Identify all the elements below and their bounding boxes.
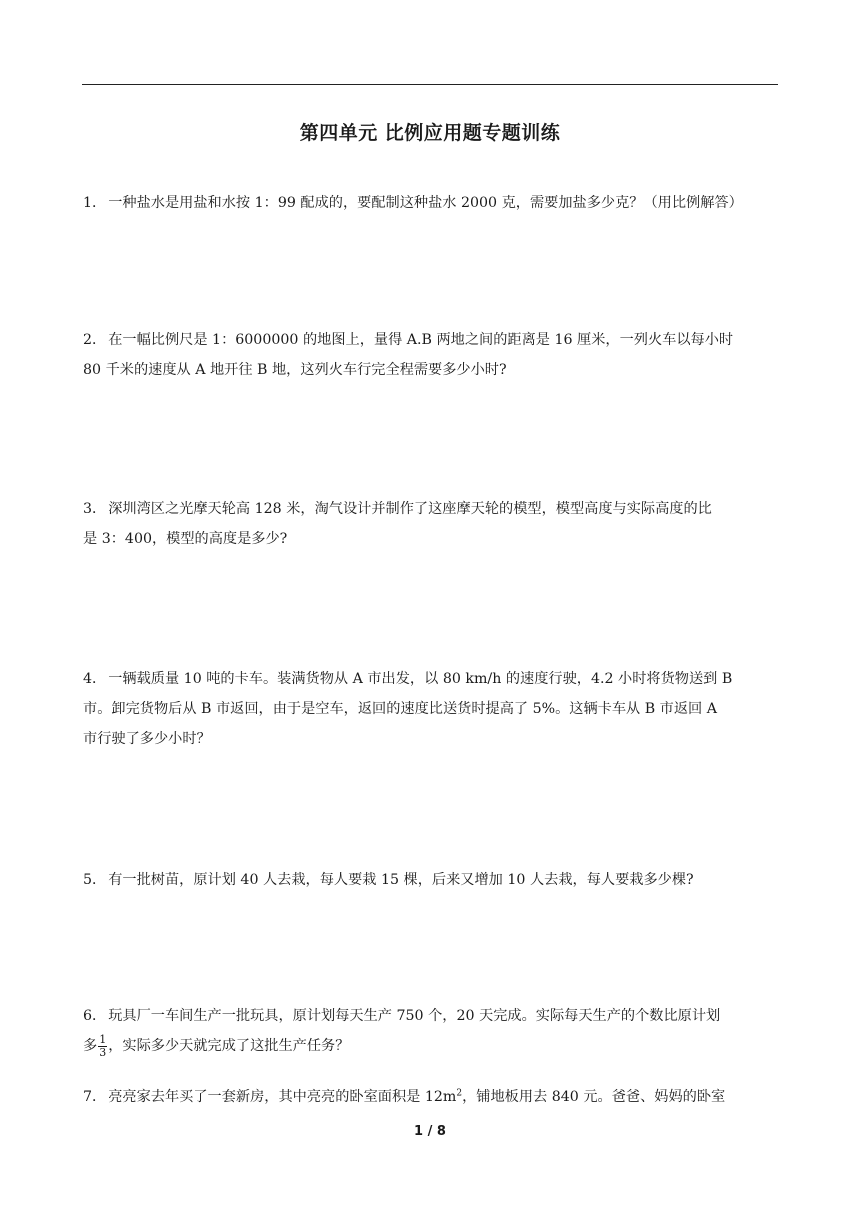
fraction-denominator: 3	[99, 1045, 107, 1059]
question-2	[83, 325, 783, 385]
question-number: 5．	[83, 872, 107, 888]
question-line	[83, 664, 783, 694]
page-number: 1 / 8	[414, 1124, 446, 1139]
fraction	[98, 1034, 107, 1059]
question-text: 亮亮家去年买了一套新房，其中亮亮的卧室面积是 12m	[108, 1089, 457, 1105]
header-rule	[82, 84, 778, 85]
question-number: 4．	[83, 671, 107, 687]
question-5	[83, 865, 783, 895]
question-line	[83, 1001, 783, 1031]
question-line: 7． 亮亮家去年买了一套新房，其中亮亮的卧室面积是 $12m^2$，铺地板用去 840 元。爸爸、妈妈的卧室	[83, 1088, 726, 1105]
question-text: 一种盐水是用盐和水按 1：99 配成的，要配制这种盐水 2000 克，需要加盐多少克？（用比例解答）	[108, 195, 743, 211]
question-line: 市行驶了多少小时？	[83, 731, 211, 747]
question-line	[83, 865, 783, 895]
question-3	[83, 494, 783, 554]
question-number: 2．	[83, 332, 107, 348]
page-title: 第四单元 比例应用题专题训练	[299, 122, 561, 144]
question-line: 多 $\frac{1}{3}$ ，实际多少天就完成了这批生产任务？	[83, 1032, 350, 1059]
question-line: 市。卸完货物后从 B 市返回，由于是空车，返回的速度比送货时提高了 5%。这辆卡车从 B 市返回 A	[83, 701, 717, 717]
question-text: 有一批树苗，原计划 40 人去栽，每人要栽 15 棵，后来又增加 10 人去栽，每人要栽多少棵?	[108, 872, 694, 888]
question-number: 7．	[83, 1089, 107, 1105]
question-line	[83, 494, 783, 524]
question-line: 80 千米的速度从 A 地开往 B 地，这列火车行完全程需要多少小时?	[83, 362, 507, 378]
question-line	[83, 188, 783, 218]
question-text: 玩具厂一车间生产一批玩具，原计划每天生产 750 个，20 天完成。实际每天生产的个数比原计划	[108, 1008, 721, 1024]
question-number: 3．	[83, 501, 107, 517]
question-line: 是 3：400，模型的高度是多少?	[83, 531, 288, 547]
question-text: 深圳湾区之光摩天轮高 128 米，淘气设计并制作了这座摩天轮的模型，模型高度与实际高度的比	[108, 501, 712, 517]
question-line	[83, 325, 783, 355]
question-text: 在一幅比例尺是 1：6000000 的地图上，量得 A.B 两地之间的距离是 16 厘米，一列火车以每小时	[108, 332, 734, 348]
question-7	[83, 1082, 783, 1112]
question-text: 一辆载质量 10 吨的卡车。装满货物从 A 市出发，以 80 km/h 的速度行驶，4.2 小时将货物送到 B	[108, 671, 733, 687]
question-1	[83, 188, 783, 218]
question-number: 6．	[83, 1008, 107, 1024]
fraction-numerator: 1	[99, 1032, 107, 1046]
question-number: 1．	[83, 195, 107, 211]
superscript: 2	[456, 1088, 463, 1099]
question-4	[83, 664, 783, 754]
question-6	[83, 1001, 783, 1061]
